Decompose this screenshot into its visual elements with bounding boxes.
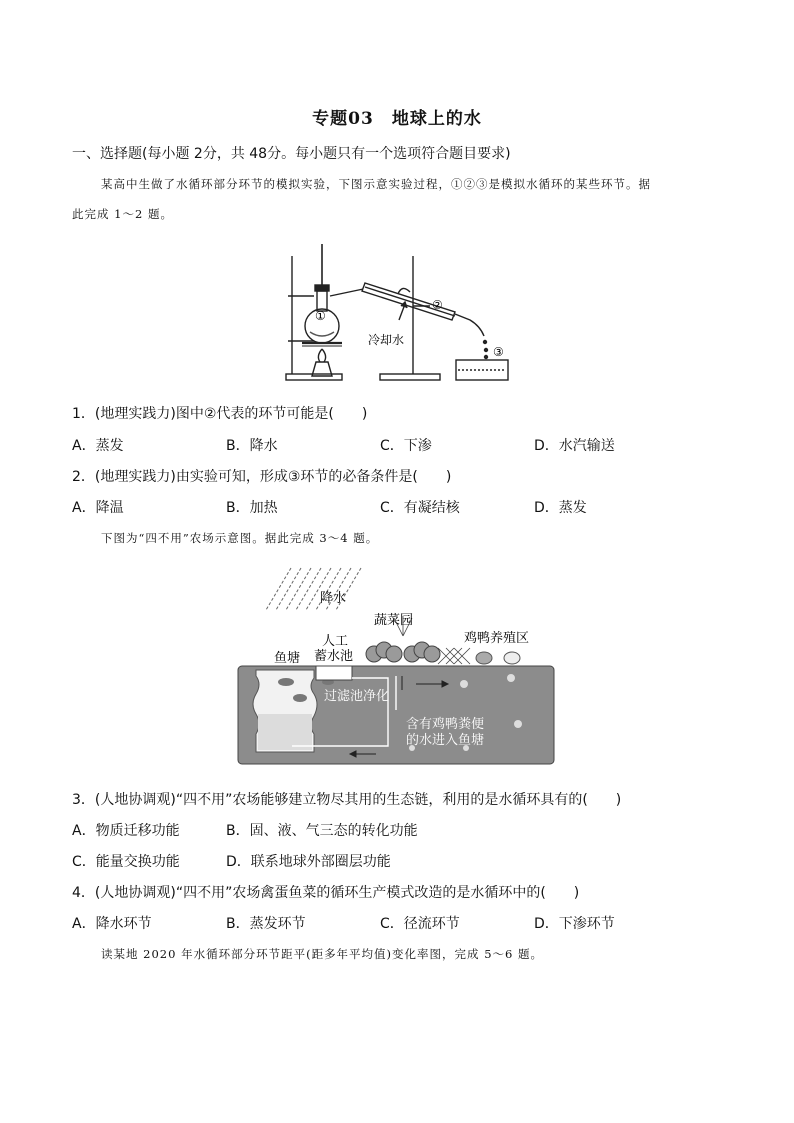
q3-option-d: D．联系地球外部圈层功能 [226, 854, 391, 870]
filter-label: 过滤池净化 [324, 689, 390, 704]
waste-label-line-1: 含有鸡鸭粪便 [406, 717, 485, 732]
waste-label-line-2: 的水进入鱼塘 [406, 733, 485, 748]
cooling-water-label: 冷却水 [368, 333, 405, 347]
question-1: 1．(地理实践力)图中②代表的环节可能是( ) [72, 406, 368, 422]
left-stand-base [286, 374, 342, 380]
pond-label: 鱼塘 [274, 651, 301, 666]
pool-label-line-2: 蓄水池 [314, 649, 354, 664]
distillation-figure [280, 236, 520, 386]
intro-1-line-1: 某高中生做了水循环部分环节的模拟实验，下图示意实验过程，①②③是模拟水循环的某些环节。据 [101, 177, 651, 191]
q2-option-d: D．蒸发 [534, 500, 587, 516]
farm-label: 鸡鸭养殖区 [464, 631, 530, 646]
label-3: ③ [493, 345, 504, 359]
intro-1-line-2: 此完成 1～2 题。 [72, 207, 173, 221]
q2-option-a: A．降温 [72, 500, 124, 516]
section-heading: 一、选择题(每小题 2分，共 48分。每小题只有一个选项符合题目要求) [72, 146, 511, 162]
label-2: ② [432, 298, 443, 312]
page-title: 专题03 地球上的水 [312, 109, 482, 129]
question-3: 3．(人地协调观)“四不用”农场能够建立物尽其用的生态链，利用的是水循环具有的( ) [72, 792, 622, 808]
q3-option-b: B．固、液、气三态的转化功能 [226, 823, 418, 839]
q3-option-c: C．能量交换功能 [72, 854, 180, 870]
q1-option-d: D．水汽输送 [534, 438, 615, 454]
q1-option-c: C．下渗 [380, 438, 432, 454]
duck-icon [504, 652, 520, 664]
intro-3: 读某地 2020 年水循环部分环节距平(距多年平均值)变化率图，完成 5～6 题。 [101, 947, 543, 961]
q1-option-b: B．降水 [226, 438, 278, 454]
farm-figure [236, 566, 558, 768]
pool-label-line-1: 人工 [322, 634, 349, 649]
q1-option-a: A．蒸发 [72, 438, 124, 454]
rain-label: 降水 [320, 591, 347, 606]
q4-option-b: B．蒸发环节 [226, 916, 306, 932]
label-1: ① [315, 309, 326, 323]
q4-option-c: C．径流环节 [380, 916, 460, 932]
q2-option-b: B．加热 [226, 500, 278, 516]
q4-option-a: A．降水环节 [72, 916, 152, 932]
question-2: 2．(地理实践力)由实验可知，形成③环节的必备条件是( ) [72, 469, 452, 485]
question-4: 4．(人地协调观)“四不用”农场禽蛋鱼菜的循环生产模式改造的是水循环中的( ) [72, 885, 580, 901]
intro-2: 下图为“四不用”农场示意图。据此完成 3～4 题。 [101, 531, 379, 545]
artificial-pool [316, 666, 352, 680]
q3-option-a: A．物质迁移功能 [72, 823, 180, 839]
chicken-icon [476, 652, 492, 664]
q2-option-c: C．有凝结核 [380, 500, 460, 516]
rain-streaks [266, 568, 361, 610]
garden-label: 蔬菜园 [374, 613, 414, 628]
q4-option-d: D．下渗环节 [534, 916, 615, 932]
